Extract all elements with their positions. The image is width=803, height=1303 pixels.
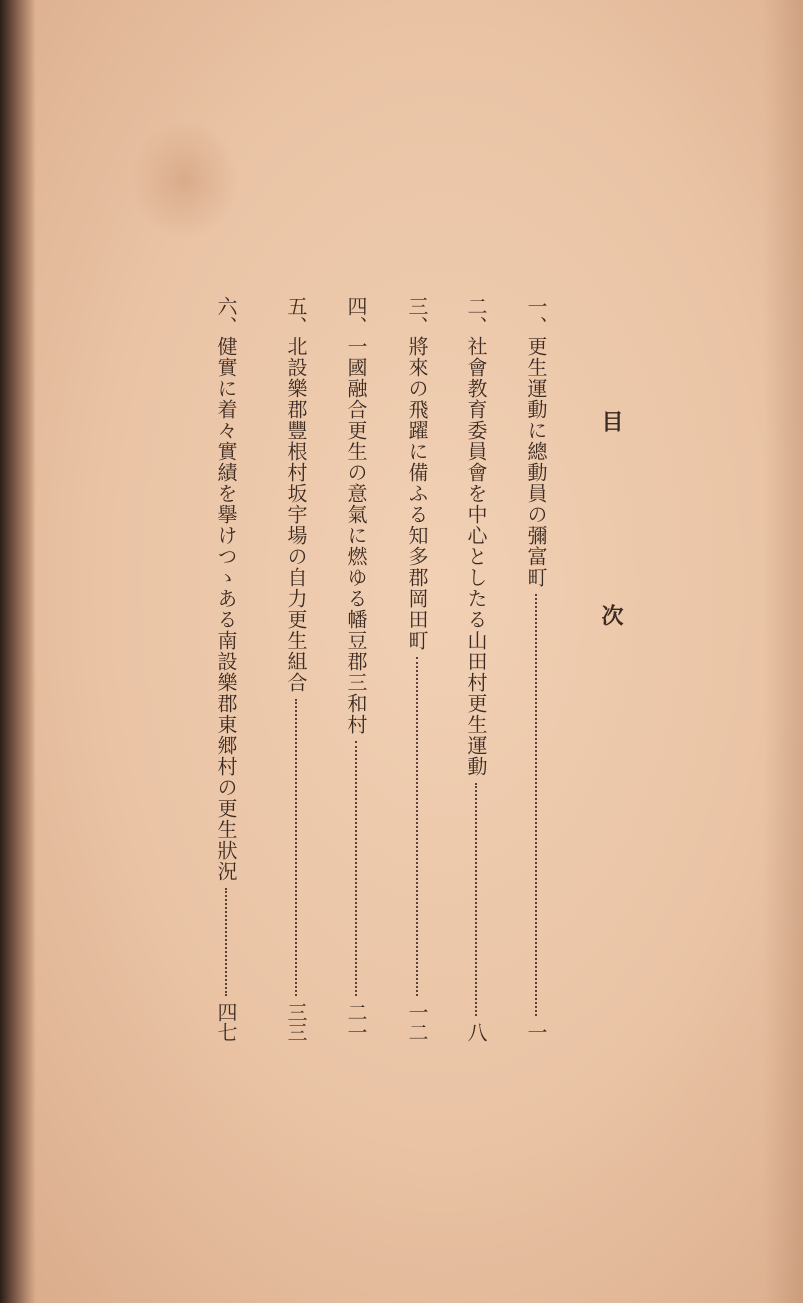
toc-entry-5[interactable] — [283, 296, 309, 1042]
binding-gutter — [0, 0, 36, 1303]
toc-entry-number: 二、 — [464, 296, 488, 336]
toc-entry-1[interactable] — [523, 296, 549, 1042]
toc-heading-char-2: 次 — [598, 604, 624, 626]
toc-entry-number: 六、 — [214, 296, 238, 336]
toc-entry-page: 三三 — [284, 1002, 308, 1042]
dot-leader — [295, 699, 297, 996]
toc-entry-4[interactable] — [343, 296, 369, 1042]
toc-entry-number: 五、 — [284, 296, 308, 336]
dot-leader — [535, 594, 537, 1016]
toc-entry-title: 更生運動に總動員の彌富町 — [524, 336, 548, 588]
toc-entry-2[interactable] — [463, 296, 489, 1042]
toc-entry-title: 一國融合更生の意氣に燃ゆる幡豆郡三和村 — [344, 336, 368, 735]
toc-entry-title: 社會教育委員會を中心としたる山田村更生運動 — [464, 336, 488, 777]
toc-entry-6[interactable] — [213, 296, 239, 1042]
dot-leader — [225, 888, 227, 996]
toc-entry-title: 將來の飛躍に備ふる知多郡岡田町 — [405, 336, 429, 651]
paper-stain — [130, 120, 240, 240]
toc-entry-number: 四、 — [344, 296, 368, 336]
dot-leader — [475, 783, 477, 1016]
toc-entry-number: 三、 — [405, 296, 429, 336]
toc-entry-title: 健實に着々實績を擧けつゝある南設樂郡東郷村の更生狀況 — [214, 336, 238, 882]
toc-entry-3[interactable] — [404, 296, 430, 1042]
toc-entry-page: 一二 — [405, 1002, 429, 1042]
dot-leader — [355, 741, 357, 996]
toc-entry-page: 四七 — [214, 1002, 238, 1042]
toc-entry-page: 一 — [524, 1022, 548, 1042]
toc-entry-number: 一、 — [524, 296, 548, 336]
toc-heading-char-1: 目 — [598, 410, 624, 432]
dot-leader — [416, 657, 418, 996]
toc-entry-title: 北設樂郡豐根村坂宇場の自力更生組合 — [284, 336, 308, 693]
toc-entry-page: 二一 — [344, 1002, 368, 1042]
page-edge-shade — [763, 0, 803, 1303]
toc-entry-page: 八 — [464, 1022, 488, 1042]
